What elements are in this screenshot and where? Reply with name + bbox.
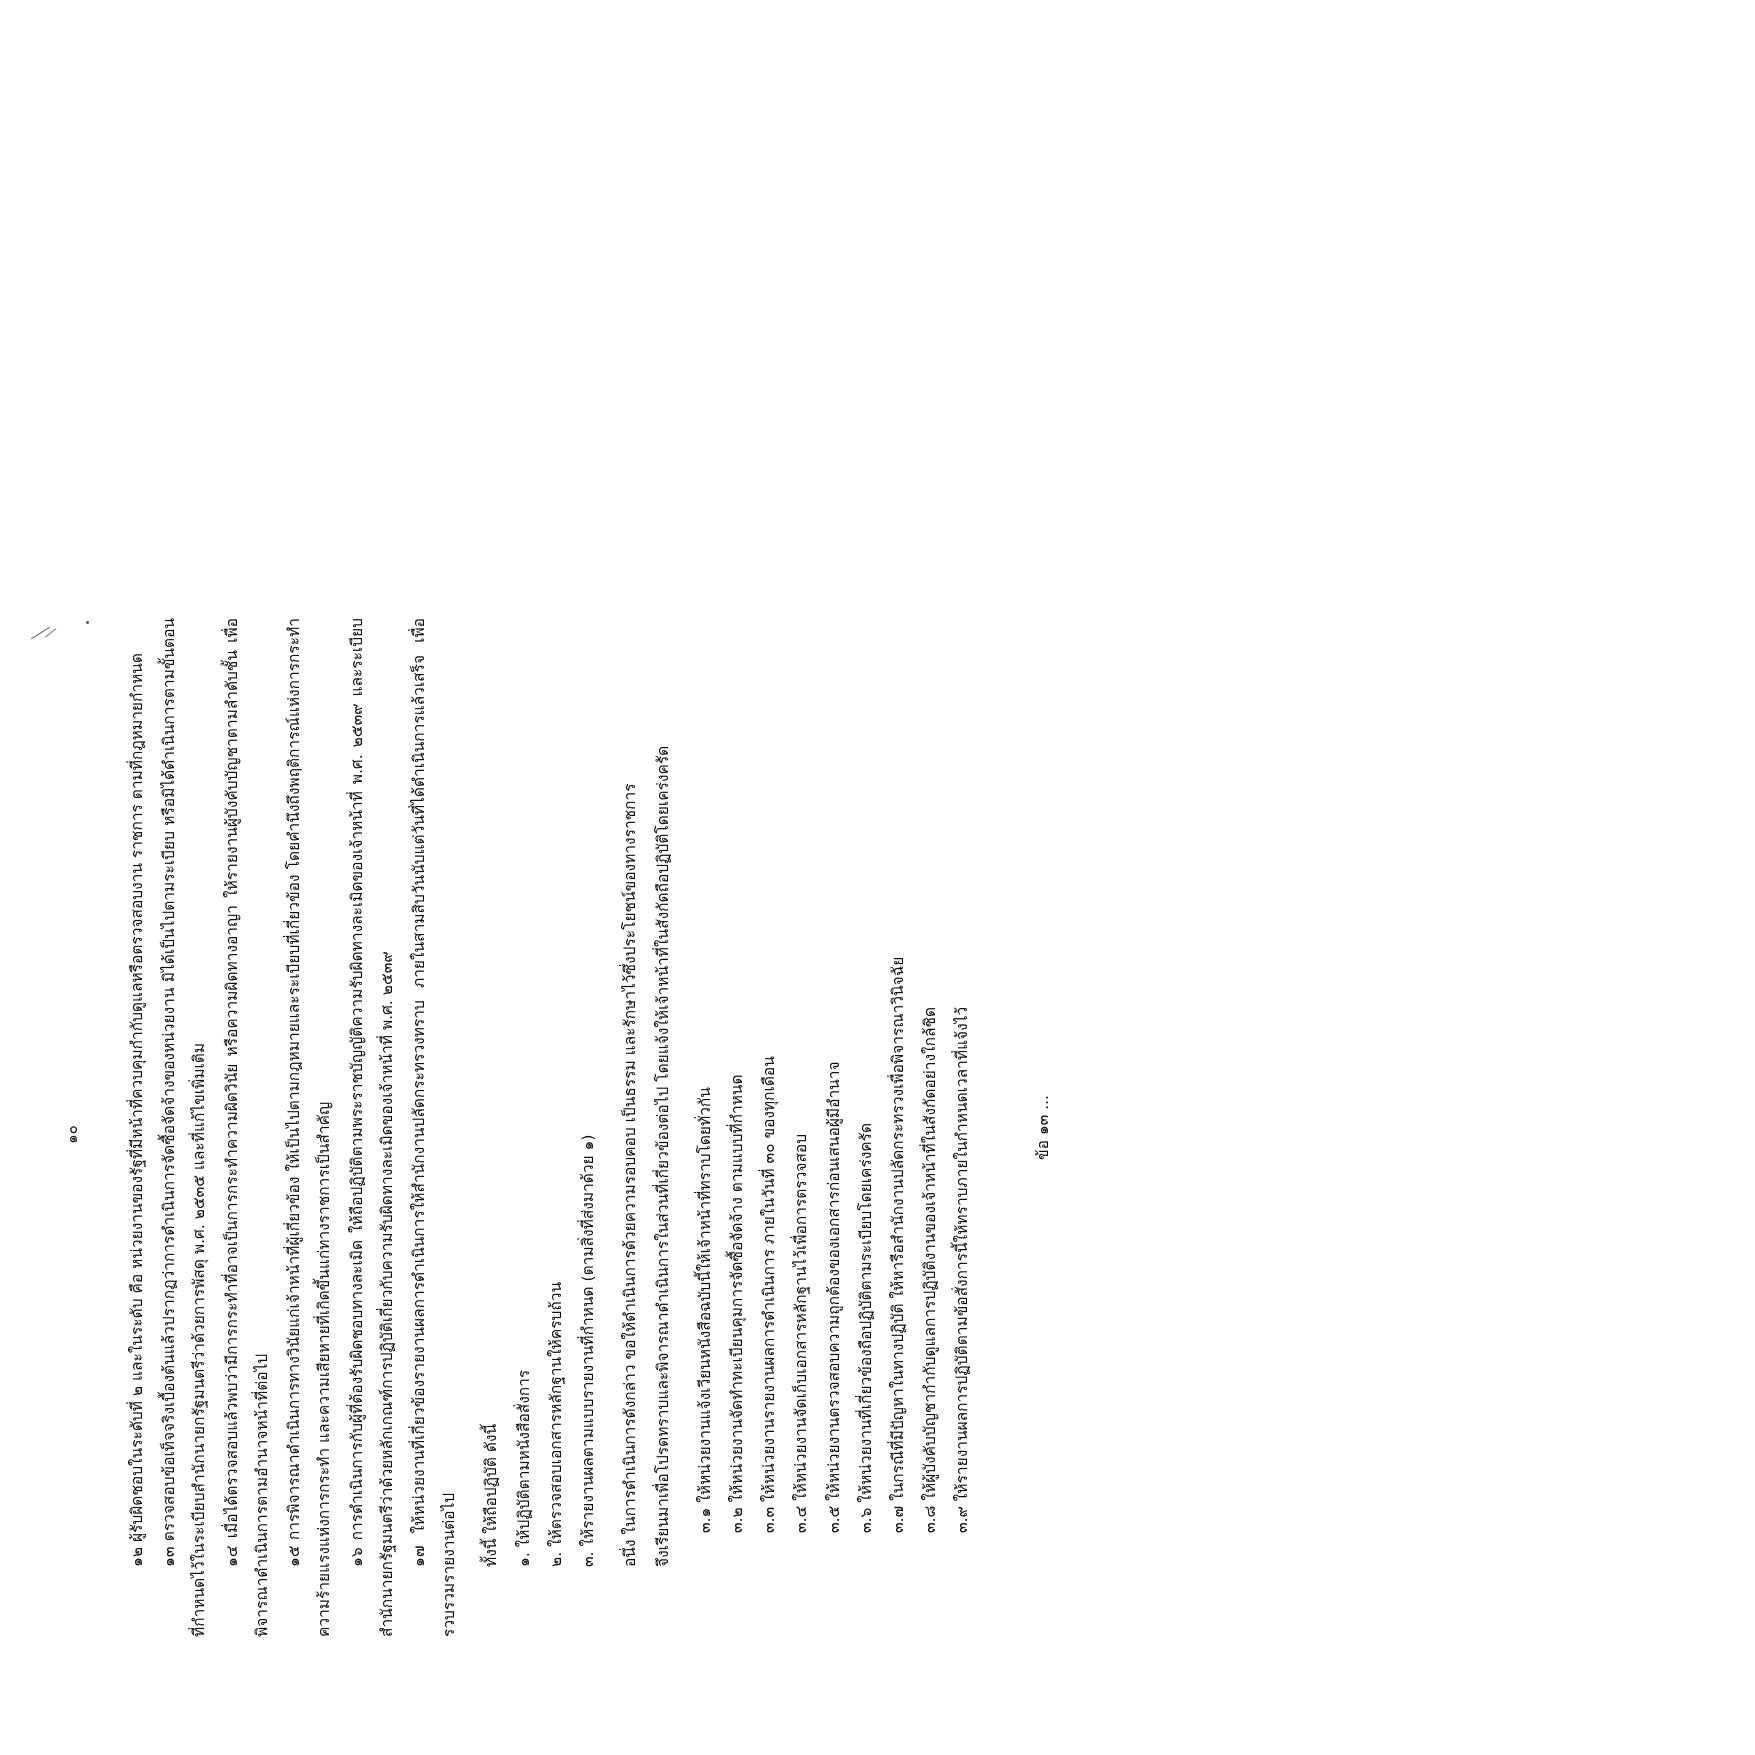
page-number: ๑๐: [63, 1125, 81, 1144]
list-item: ๒. ให้ตรวจสอบเอกสารหลักฐานให้ครบถ้วน: [546, 1281, 565, 1567]
paragraph: ๑๗ ให้หน่วยงานที่เกี่ยวข้องรายงานผลการดำเนินการให้สำนักงานปลัดกระทรวงทราบ ภายในสามสิบวันนับแต่วันที่ได้ดำเนินการแล้วเสร็จ เพื่อรวบรวมรายงานต่อไป: [409, 618, 459, 1637]
list-item: ๓. ให้รายงานผลตามแบบรายงานที่กำหนด (ตามสิ่งที่ส่งมาด้วย ๑): [579, 1134, 598, 1567]
list-heading: ทั้งนี้ ให้ถือปฏิบัติ ดังนี้: [482, 1423, 501, 1567]
sub-list-item: ๓.๙ ให้รายงานผลการปฏิบัติตามข้อสั่งการนี้ให้ทราบภายในกำหนดเวลาที่แจ้งไว้: [953, 1006, 972, 1533]
sub-list-item: ๓.๕ ให้หน่วยงานตรวจสอบความถูกต้องของเอกสารก่อนเสนอผู้มีอำนาจ: [824, 1061, 843, 1533]
sub-list-item: ๓.๖ ให้หน่วยงานที่เกี่ยวข้องถือปฏิบัติตามระเบียบโดยเคร่งครัด: [856, 1122, 875, 1533]
sub-list-item: ๓.๒ ให้หน่วยงานจัดทำทะเบียนคุมการจัดซื้อจัดจ้าง ตามแบบที่กำหนด: [727, 1074, 746, 1533]
paragraph: จึงเรียนมาเพื่อโปรดทราบและพิจารณาดำเนินการในส่วนที่เกี่ยวข้องต่อไป โดยแจ้งให้เจ้าหน้าที่ในสังกัดถือปฏิบัติโดยเคร่งครัด: [653, 745, 672, 1567]
document-body: [122, 618, 1058, 1637]
list-item: ๑. ให้ปฏิบัติตามหนังสือสั่งการ: [514, 1369, 533, 1567]
sub-list-item: ๓.๔ ให้หน่วยงานจัดเก็บเอกสารหลักฐานไว้เพื่อการตรวจสอบ: [792, 1133, 811, 1533]
sub-list-item: ๓.๘ ให้ผู้บังคับบัญชากำกับดูแลการปฏิบัติงานของเจ้าหน้าที่ในสังกัดอย่างใกล้ชิด: [921, 1006, 940, 1533]
sub-list-item: ๓.๗ ในกรณีที่มีปัญหาในทางปฏิบัติ ให้หารือสำนักงานปลัดกระทรวงเพื่อพิจารณาวินิจฉัย: [889, 956, 908, 1533]
paragraph: ๑๒ ผู้รับผิดชอบในระดับที่ ๒ และในระดับ คือ หน่วยงานของรัฐที่มีหน้าที่ควบคุมกำกับดูแลหรือตรวจสอบงาน ราชการ ตามที่กฎหมายกำหนด: [128, 653, 146, 1567]
sub-list-item: ๓.๓ ให้หน่วยงานรายงานผลการดำเนินการ ภายในวันที่ ๓๐ ของทุกเดือน: [760, 1056, 779, 1533]
sub-list-item: ๓.๑ ให้หน่วยงานแจ้งเวียนหนังสือฉบับนี้ให้เจ้าหน้าที่ทราบโดยทั่วกัน: [695, 1087, 714, 1533]
paragraph: ๑๖ การดำเนินการกับผู้ที่ต้องรับผิดชอบทางละเมิด ให้ถือปฏิบัติตามพระราชบัญญัติความรับผิดทางละเมิดของเจ้าหน้าที่ พ.ศ. ๒๕๓๙ และระเบียบสำนักนายกรัฐมนตรีว่าด้วยหลักเกณฑ์การปฏิบัติเกี่ยวกับความรับผิดทางละเมิดของเจ้าหน้าที่ พ.ศ. ๒๕๓๙: [347, 618, 396, 1637]
paragraph: ๑๕ การพิจารณาดำเนินการทางวินัยแก่เจ้าหน้าที่ผู้เกี่ยวข้อง ให้เป็นไปตามกฎหมายและระเบียบที่เกี่ยวข้อง โดยคำนึงถึงพฤติการณ์แห่งการกระทำ ความร้ายแรงแห่งการกระทำ และความเสียหายที่เกิดขึ้นแก่ทางราชการเป็นสำคัญ: [285, 618, 334, 1637]
paragraph: อนึ่ง ในการดำเนินการดังกล่าว ขอให้ดำเนินการด้วยความรอบคอบ เป็นธรรม และรักษาไว้ซึ่งประโยชน์ของทางราชการ: [621, 783, 640, 1567]
footer-note: ข้อ ๑๓ ...: [1033, 1095, 1052, 1160]
paragraph: ๑๔ เมื่อได้ตรวจสอบแล้วพบว่ามีการกระทำที่อาจเป็นการกระทำความผิดวินัย หรือความผิดทางอาญา ให้รายงานผู้บังคับบัญชาตามลำดับชั้น เพื่อพิจารณาดำเนินการตามอำนาจหน้าที่ต่อไป: [222, 618, 271, 1637]
document-page: [0, 514, 1755, 1755]
paragraph: ๑๓ ตรวจสอบข้อเท็จจริงเบื้องต้นแล้วปรากฏว่าการดำเนินการจัดซื้อจัดจ้างของหน่วยงาน มิได้เป็นไปตามระเบียบ หรือมิได้ดำเนินการตามขั้นตอนที่กำหนดไว้ในระเบียบสำนักนายกรัฐมนตรีว่าด้วยการพัสดุ พ.ศ. ๒๕๓๕ และที่แก้ไขเพิ่มเติม: [160, 618, 209, 1637]
